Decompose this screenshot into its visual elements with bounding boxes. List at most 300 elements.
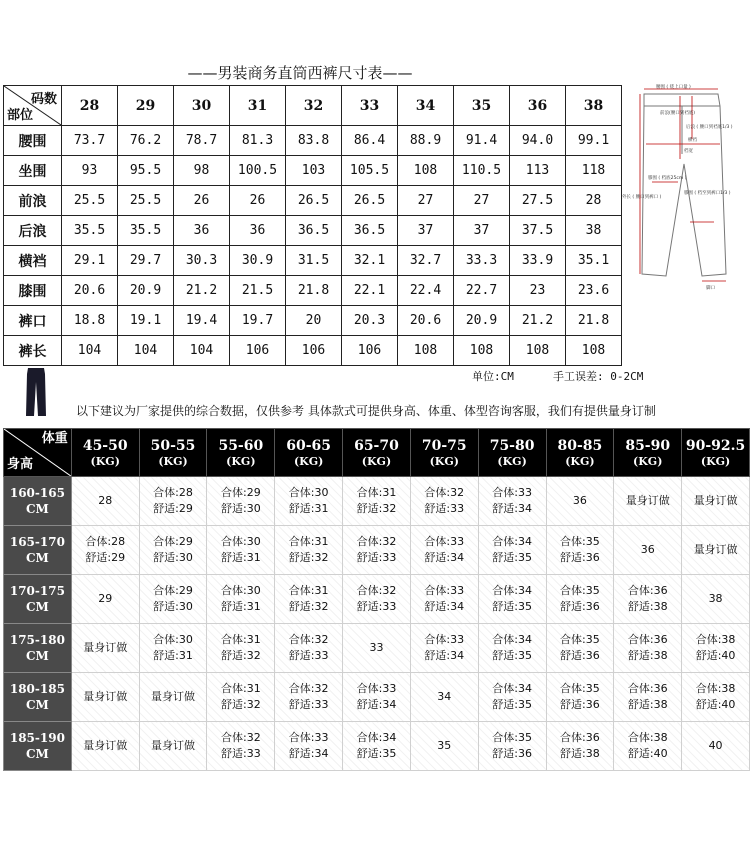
recommend-cell-line: 合体:30 [153,633,193,646]
size-row [4,246,622,276]
weight-header-cell [275,429,343,477]
size-value-cell: 99.1 [566,126,622,156]
recommend-cell-line: 合体:32 [424,486,465,499]
recommend-cell [207,673,275,722]
recommend-cell [478,624,546,673]
recommend-cell-line: 合体:32 [220,731,261,744]
recommend-cell [478,722,546,771]
weight-header-cell [71,429,139,477]
recommend-cell-line: 量身订做 [83,739,128,752]
recommend-cell [410,477,478,526]
size-value-cell: 20.3 [342,306,398,336]
recommend-cell-line: 40 [708,739,723,752]
size-value-cell: 33.3 [454,246,510,276]
recommend-cell-line: 舒适:38 [627,698,668,711]
recommend-cell-line: 35 [437,739,452,752]
weight-header-cell [682,429,750,477]
weight-range: 50-55 [150,437,196,454]
recommend-cell [410,526,478,575]
recommend-cell-line: 合体:36 [627,584,668,597]
recommend-cell [546,526,614,575]
weight-range: 90-92.5 [685,437,746,454]
recommend-cell [410,575,478,624]
recommend-cell [275,575,343,624]
recommend-cell-line: 合体:38 [695,633,736,646]
size-value-cell: 22.7 [454,276,510,306]
size-value-cell: 78.7 [174,126,230,156]
recommend-cell-line: 合体:31 [220,633,261,646]
size-value-cell: 26 [230,186,286,216]
size-header-cell: 34 [398,86,454,126]
size-chart-table [3,85,622,366]
recommend-cell-line: 舒适:34 [424,600,465,613]
recommend-cell [139,722,207,771]
size-value-cell: 37 [398,216,454,246]
size-value-cell: 105.5 [342,156,398,186]
recommend-cell-line: 合体:36 [627,633,668,646]
size-value-cell: 94.0 [510,126,566,156]
recommend-cell-line: 量身订做 [693,494,738,507]
recommend-cell [546,722,614,771]
weight-unit: (KG) [90,454,120,468]
diagram-label: 脚口 [706,286,715,291]
recommend-cell [410,722,478,771]
recommend-cell [682,624,750,673]
size-header-cell: 33 [342,86,398,126]
size-value-cell: 30.3 [174,246,230,276]
height-header-cell [4,477,72,526]
weight-header-cell [343,429,411,477]
recommend-cell-line: 舒适:33 [356,551,397,564]
recommend-cell [614,477,682,526]
recommend-cell [343,526,411,575]
recommend-cell-line: 舒适:31 [288,502,329,515]
recommend-cell-line: 量身订做 [83,690,128,703]
size-header-row [4,86,622,126]
recommend-cell-line: 合体:28 [85,535,126,548]
weight-header-cell [139,429,207,477]
diagram-label: 腰围 ( 绕上口量 ) [656,85,691,90]
recommend-cell-line: 舒适:40 [627,747,668,760]
recommend-row [4,526,750,575]
recommend-cell-line: 合体:29 [220,486,261,499]
height-unit: CM [25,649,49,663]
size-corner-top: 码数 [30,92,57,107]
recommend-cell [71,624,139,673]
size-value-cell: 73.7 [62,126,118,156]
size-value-cell: 106 [286,336,342,366]
tolerance-label: 手工误差: 0-2CM [553,370,644,383]
size-header-cell: 31 [230,86,286,126]
size-row [4,276,622,306]
recommend-cell [478,575,546,624]
weight-range: 55-60 [218,437,264,454]
size-value-cell: 104 [62,336,118,366]
size-corner-cell [4,86,62,126]
recommend-cell [207,477,275,526]
recommend-cell [343,477,411,526]
recommend-cell-line: 29 [98,592,113,605]
recommend-cell-line: 舒适:33 [424,502,465,515]
size-value-cell: 21.2 [510,306,566,336]
recommend-cell [139,526,207,575]
recommend-cell [71,722,139,771]
recommend-cell-line: 舒适:34 [288,747,329,760]
height-range: 170-175 [9,584,65,598]
unit-label: 单位:CM [472,370,514,383]
size-row-label: 后浪 [4,216,62,246]
recommend-cell [614,722,682,771]
recommend-cell [71,575,139,624]
recommend-cell-line: 舒适:38 [627,600,668,613]
size-value-cell: 95.5 [118,156,174,186]
recommend-cell-line: 合体:34 [492,682,532,695]
size-value-cell: 83.8 [286,126,342,156]
size-corner-bottom: 部位 [7,108,34,123]
recommend-cell-line: 舒适:32 [288,551,329,564]
recommend-cell [682,673,750,722]
weight-unit: (KG) [633,454,663,468]
diagram-label: 后浪 ( 腰口到裆底1/3 ) [686,125,733,130]
size-row [4,306,622,336]
recommend-cell-line: 合体:31 [288,584,329,597]
size-header-cell: 29 [118,86,174,126]
recommend-cell-line: 舒适:31 [220,600,261,613]
size-value-cell: 26.5 [286,186,342,216]
recommend-cell-line: 舒适:33 [220,747,261,760]
recommend-cell-line: 合体:33 [356,682,397,695]
size-value-cell: 21.8 [286,276,342,306]
recommend-cell-line: 33 [369,641,384,654]
recommend-row [4,722,750,771]
height-range: 175-180 [9,633,65,647]
weight-header-cell [614,429,682,477]
size-value-cell: 19.1 [118,306,174,336]
size-value-cell: 38 [566,216,622,246]
recommend-cell-line: 合体:30 [220,584,261,597]
recommend-cell-line: 量身订做 [151,690,196,703]
size-value-cell: 20.6 [62,276,118,306]
size-value-cell: 27 [454,186,510,216]
height-range: 180-185 [9,682,65,696]
recommend-corner-bottom: 身高 [7,457,34,472]
recommend-cell-line: 舒适:31 [153,649,193,662]
height-unit: CM [25,747,49,761]
size-value-cell: 35.1 [566,246,622,276]
size-value-cell: 21.5 [230,276,286,306]
size-value-cell: 26.5 [342,186,398,216]
size-value-cell: 81.3 [230,126,286,156]
recommend-row [4,575,750,624]
size-chart-title: ——男装商务直筒西裤尺寸表—— [187,64,413,82]
size-value-cell: 28 [566,186,622,216]
size-value-cell: 104 [174,336,230,366]
recommend-cell-line: 舒适:34 [424,649,465,662]
diagram-label: 前浪(腰口到裆底) [660,111,696,116]
recommend-cell [614,526,682,575]
size-value-cell: 108 [398,156,454,186]
size-value-cell: 108 [566,336,622,366]
size-value-cell: 27.5 [510,186,566,216]
recommend-cell-line: 舒适:33 [356,600,397,613]
size-value-cell: 20.6 [398,306,454,336]
recommend-header-row [4,429,750,477]
recommend-cell-line: 舒适:35 [356,747,397,760]
recommend-cell [207,624,275,673]
recommend-cell [275,477,343,526]
weight-range: 65-70 [354,437,399,454]
size-row [4,216,622,246]
recommend-cell-line: 舒适:40 [695,649,736,662]
recommend-cell-line: 舒适:33 [288,649,329,662]
recommend-cell-line: 36 [572,494,587,507]
height-header-cell [4,624,72,673]
recommend-cell [71,526,139,575]
recommend-cell-line: 合体:38 [627,731,668,744]
recommend-cell [71,477,139,526]
pants-thumbnail [24,368,48,416]
recommend-cell-line: 舒适:36 [560,649,600,662]
size-value-cell: 20.9 [118,276,174,306]
size-value-cell: 29.1 [62,246,118,276]
recommend-cell-line: 舒适:29 [153,502,193,515]
size-value-cell: 27 [398,186,454,216]
size-value-cell: 20.9 [454,306,510,336]
size-row-label: 腰围 [4,126,62,156]
recommend-cell-line: 合体:36 [560,731,600,744]
size-header-cell: 30 [174,86,230,126]
weight-range: 70-75 [421,437,467,454]
weight-unit: (KG) [429,454,459,468]
recommend-cell-line: 合体:33 [424,633,465,646]
recommend-cell [546,477,614,526]
weight-unit: (KG) [497,454,527,468]
recommend-cell-line: 舒适:35 [492,698,532,711]
size-row-label: 裤长 [4,336,62,366]
recommend-cell [139,624,207,673]
size-value-cell: 32.1 [342,246,398,276]
weight-unit: (KG) [565,454,595,468]
size-value-cell: 108 [510,336,566,366]
recommend-cell-line: 舒适:36 [560,600,600,613]
recommend-cell [410,673,478,722]
recommend-cell [682,575,750,624]
size-value-cell: 108 [398,336,454,366]
pants-measurement-diagram [622,84,748,294]
recommend-cell-line: 合体:28 [153,486,193,499]
recommend-cell-line: 舒适:38 [627,649,668,662]
size-value-cell: 31.5 [286,246,342,276]
weight-unit: (KG) [158,454,188,468]
recommend-cell-line: 合体:30 [288,486,329,499]
recommend-cell-line: 量身订做 [625,494,670,507]
recommend-cell-line: 舒适:32 [288,600,329,613]
height-unit: CM [25,600,49,614]
size-value-cell: 30.9 [230,246,286,276]
size-row-label: 坐围 [4,156,62,186]
recommend-cell-line: 36 [640,543,655,556]
size-value-cell: 37.5 [510,216,566,246]
recommend-cell-line: 合体:35 [560,535,600,548]
recommend-cell [275,526,343,575]
diagram-label: 外长 ( 腰口到裤口 ) [622,195,662,200]
height-range: 160-165 [9,486,65,500]
recommend-cell-line: 舒适:31 [220,551,261,564]
recommend-cell [546,673,614,722]
size-value-cell: 36.5 [286,216,342,246]
size-value-cell: 118 [566,156,622,186]
size-value-cell: 22.1 [342,276,398,306]
diagram-label: 横裆 [688,138,697,143]
height-unit: CM [25,698,49,712]
recommend-cell [682,526,750,575]
recommend-cell-line: 舒适:29 [85,551,126,564]
weight-unit: (KG) [700,454,731,468]
recommend-cell [207,526,275,575]
recommend-cell [546,624,614,673]
recommend-cell [139,575,207,624]
size-value-cell: 108 [454,336,510,366]
height-range: 165-170 [9,535,65,549]
size-value-cell: 88.9 [398,126,454,156]
size-value-cell: 35.5 [62,216,118,246]
recommend-cell [139,477,207,526]
recommend-cell-line: 舒适:34 [356,698,397,711]
recommend-cell-line: 舒适:33 [288,698,329,711]
recommend-cell-line: 合体:31 [288,535,329,548]
size-header-cell: 36 [510,86,566,126]
weight-unit: (KG) [293,454,324,468]
weight-range: 85-90 [625,437,671,454]
height-header-cell [4,575,72,624]
recommend-cell [682,722,750,771]
recommend-cell [139,673,207,722]
recommend-cell-line: 舒适:30 [220,502,261,515]
size-value-cell: 25.5 [62,186,118,216]
diagram-label: 膝围 ( 档底25cm ) [648,176,687,181]
recommend-cell-line: 合体:38 [695,682,736,695]
size-value-cell: 103 [286,156,342,186]
recommend-cell [478,526,546,575]
size-value-cell: 113 [510,156,566,186]
recommend-cell-line: 合体:35 [492,731,532,744]
height-header-cell [4,722,72,771]
recommend-cell [682,477,750,526]
size-value-cell: 110.5 [454,156,510,186]
recommend-note: 以下建议为厂家提供的综合数据，仅供参考 具体款式可提供身高、体重、体型咨询客服，我们有提供量身订制 [76,404,656,418]
weight-range: 80-85 [557,437,603,454]
recommend-cell [275,673,343,722]
size-value-cell: 100.5 [230,156,286,186]
recommend-cell-line: 舒适:36 [560,551,600,564]
recommend-cell [275,624,343,673]
size-value-cell: 23 [510,276,566,306]
recommend-cell-line: 合体:35 [560,584,600,597]
recommend-cell [71,673,139,722]
recommend-cell [207,575,275,624]
size-value-cell: 20 [286,306,342,336]
recommend-cell [343,673,411,722]
size-row-label: 横裆 [4,246,62,276]
weight-header-cell [546,429,614,477]
size-value-cell: 106 [230,336,286,366]
size-header-cell: 38 [566,86,622,126]
recommend-row [4,673,750,722]
recommend-cell-line: 舒适:35 [492,551,532,564]
recommend-cell-line: 合体:32 [356,584,397,597]
recommend-cell-line: 合体:30 [220,535,261,548]
size-header-cell: 35 [454,86,510,126]
recommend-cell-line: 合体:29 [153,584,193,597]
recommend-cell-line: 舒适:36 [560,698,600,711]
size-value-cell: 98 [174,156,230,186]
recommend-cell-line: 38 [708,592,723,605]
weight-range: 75-80 [489,437,535,454]
size-value-cell: 19.7 [230,306,286,336]
size-value-cell: 25.5 [118,186,174,216]
recommend-cell [614,673,682,722]
height-header-cell [4,526,72,575]
recommend-row [4,477,750,526]
size-value-cell: 86.4 [342,126,398,156]
recommend-cell-line: 舒适:35 [492,600,532,613]
recommend-cell-line: 舒适:38 [560,747,600,760]
weight-header-cell [410,429,478,477]
diagram-label: 档宽 [684,149,693,154]
size-value-cell: 18.8 [62,306,118,336]
size-value-cell: 29.7 [118,246,174,276]
recommend-cell [614,624,682,673]
recommend-cell [275,722,343,771]
size-value-cell: 106 [342,336,398,366]
size-value-cell: 21.2 [174,276,230,306]
recommend-cell [478,673,546,722]
recommend-cell [614,575,682,624]
size-row-label: 膝围 [4,276,62,306]
recommend-cell [478,477,546,526]
size-value-cell: 36 [230,216,286,246]
recommend-cell-line: 合体:35 [560,633,600,646]
recommend-corner-cell [4,429,72,477]
recommend-cell-line: 合体:35 [560,682,600,695]
size-header-cell: 32 [286,86,342,126]
recommend-cell [546,575,614,624]
weight-header-cell [478,429,546,477]
recommend-cell-line: 34 [437,690,452,703]
recommend-cell-line: 28 [98,494,113,507]
diagram-label: 膝围 ( 档至到裤口1/3 ) [684,191,731,196]
recommend-cell-line: 量身订做 [693,543,738,556]
size-row-label: 前浪 [4,186,62,216]
height-unit: CM [25,551,49,565]
size-header-cell: 28 [62,86,118,126]
recommend-cell-line: 舒适:35 [492,649,532,662]
recommend-cell [410,624,478,673]
recommend-cell-line: 合体:31 [356,486,397,499]
weight-unit: (KG) [226,454,256,468]
recommend-cell-line: 舒适:36 [492,747,532,760]
recommend-cell-line: 舒适:30 [153,551,193,564]
size-value-cell: 32.7 [398,246,454,276]
size-value-cell: 35.5 [118,216,174,246]
size-value-cell: 21.8 [566,306,622,336]
weight-range: 45-50 [82,437,128,454]
recommend-cell-line: 合体:33 [424,584,465,597]
recommend-cell-line: 舒适:32 [220,649,261,662]
size-recommendation-table [3,428,750,771]
recommend-cell-line: 合体:33 [288,731,329,744]
size-row-label: 裤口 [4,306,62,336]
